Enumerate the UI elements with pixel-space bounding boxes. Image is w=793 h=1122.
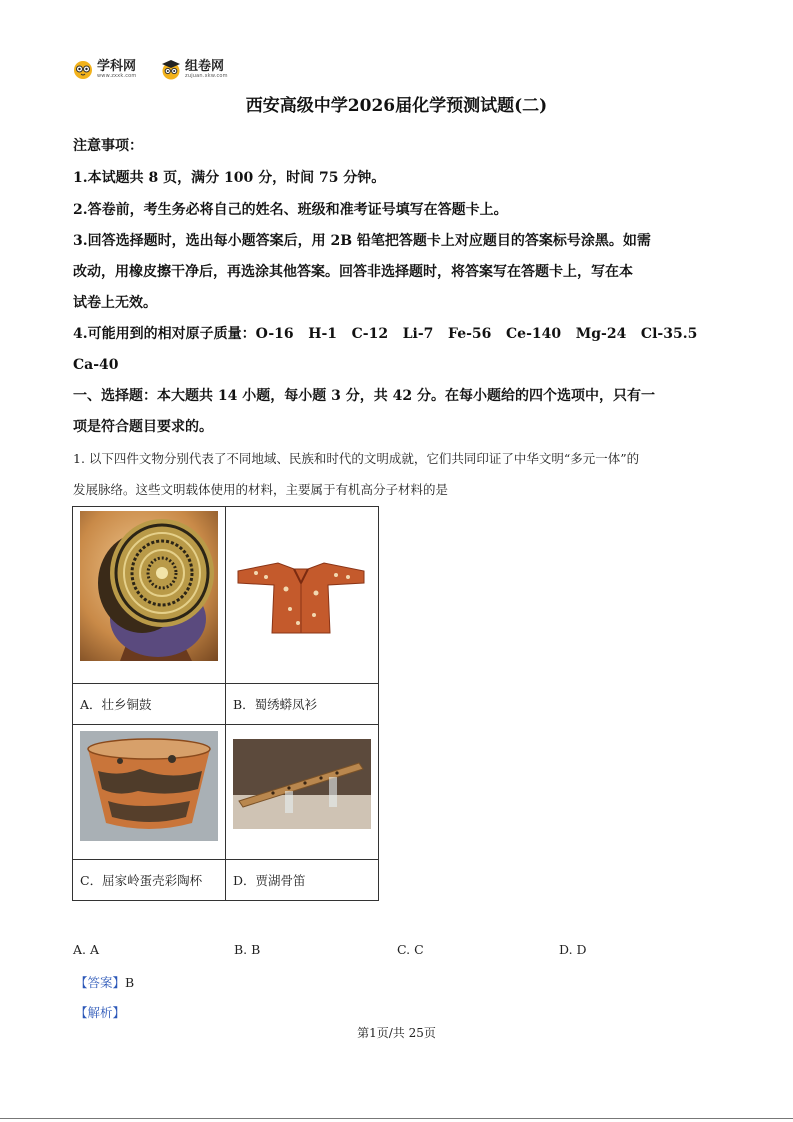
question-1-stem-line-2: 发展脉络。这些文明载体使用的材料，主要属于有机高分子材料的是	[73, 482, 449, 497]
option-c[interactable]: C. C	[397, 942, 424, 957]
answer-tag: 【答案】	[75, 975, 126, 990]
page-number: 第1页/共 25页	[357, 1026, 436, 1040]
notice-item-3-line-3: 试卷上无效。	[73, 295, 157, 311]
logo-xuekewang-url: www.zxxk.com	[97, 72, 137, 79]
graduate-owl-logo-icon	[160, 58, 182, 80]
cell-label-a: A．壮乡铜鼓	[73, 684, 226, 725]
notice-item-1: 1.本试题共 8 页，满分 100 分，时间 75 分钟。	[73, 170, 386, 186]
logo-xuekewang	[72, 58, 137, 80]
section-heading-line-1: 一、选择题：本大题共 14 小题，每小题 3 分，共 42 分。在每小题给的四个选项中，只有一	[73, 388, 655, 404]
cell-label-d: D．贾湖骨笛	[226, 860, 379, 901]
option-b[interactable]: B. B	[234, 942, 261, 957]
cell-image-c	[73, 725, 226, 860]
answer-line	[75, 973, 134, 991]
option-d[interactable]: D. D	[559, 942, 587, 957]
cell-label-b: B．蜀绣蟒凤衫	[226, 684, 379, 725]
answer-value: B	[125, 975, 135, 990]
embroidered-robe-image	[236, 559, 366, 635]
pottery-cup-image	[80, 731, 218, 841]
question-1-stem-line-1: 1. 以下四件文物分别代表了不同地域、民族和时代的文明成就，它们共同印证了中华文明“多元一体”的	[73, 451, 640, 466]
logo-xuekewang-text: 学科网	[97, 58, 137, 74]
notice-item-2: 2.答卷前，考生务必将自己的姓名、班级和准考证号填写在答题卡上。	[73, 202, 508, 218]
page-title: 西安高级中学2026届化学预测试题(二)	[245, 96, 548, 116]
artifact-table	[72, 506, 379, 901]
section-heading-line-2: 项是符合题目要求的。	[73, 419, 213, 435]
option-a[interactable]: A. A	[73, 942, 100, 957]
logo-zujuanwang	[160, 58, 228, 80]
cell-image-a	[73, 507, 226, 684]
notice-heading: 注意事项：	[73, 138, 143, 154]
owl-logo-icon	[72, 58, 94, 80]
notice-item-3-line-1: 3.回答选择题时，选出每小题答案后，用 2B 铅笔把答题卡上对应题目的答案标号涂黑。如需	[73, 233, 651, 249]
cell-label-c: C．屈家岭蛋壳彩陶杯	[73, 860, 226, 901]
logo-zujuanwang-text: 组卷网	[185, 58, 225, 74]
cell-image-d	[226, 725, 379, 860]
notice-item-4-line-1: 4.可能用到的相对原子质量：O-16 H-1 C-12 Li-7 Fe-56 Ce-140 Mg-24 Cl-35.5	[73, 326, 698, 342]
cell-image-b	[226, 507, 379, 684]
notice-item-3-line-2: 改动，用橡皮擦干净后，再选涂其他答案。回答非选择题时，将答案写在答题卡上，写在本	[73, 264, 633, 280]
analysis-tag: 【解析】	[75, 1005, 126, 1020]
analysis-line	[75, 1003, 125, 1021]
logo-zujuanwang-url: zujuan.xkw.com	[185, 72, 228, 79]
notice-item-4-line-2: Ca-40	[73, 357, 119, 373]
bone-flute-image	[233, 739, 371, 829]
bottom-divider	[0, 1118, 793, 1119]
bronze-drum-image	[80, 511, 218, 661]
